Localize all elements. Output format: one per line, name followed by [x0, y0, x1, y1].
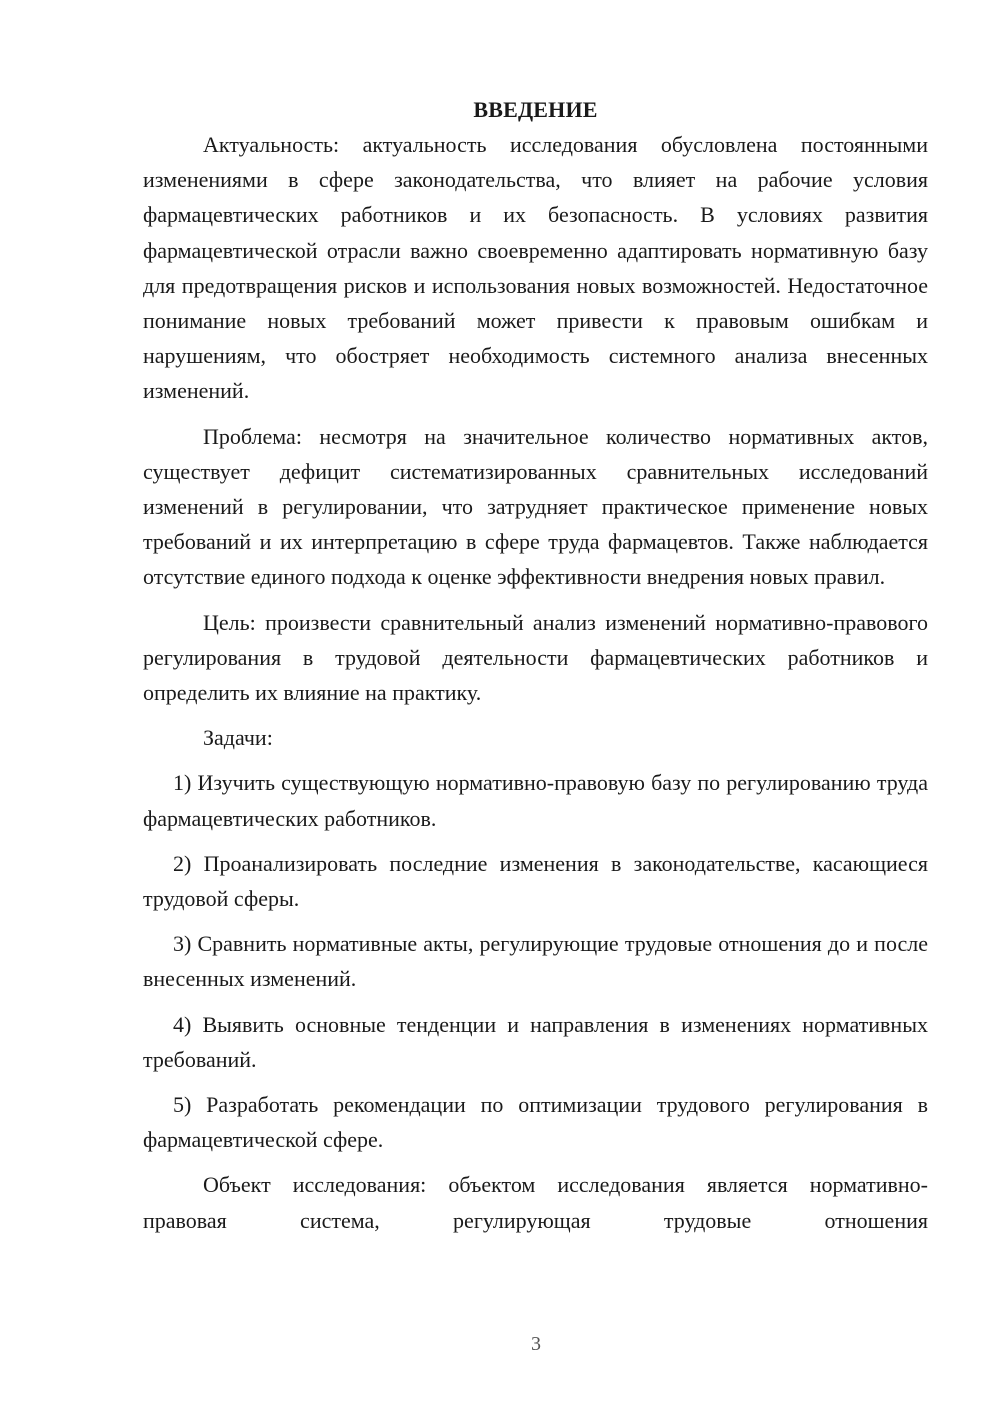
- paragraph-problem: Проблема: несмотря на значительное количество нормативных актов, существует дефицит систематизированных сравнительных исследований изменений в регулировании, что затрудняет практическое применение новых требований и их интерпретацию в сфере труда фармацевтов. Также наблюдается отсутствие единого подхода к оценке эффективности внедрения новых правил.: [143, 423, 928, 590]
- paragraph-object: Объект исследования: объектом исследования является нормативно-правовая система, регулирующая трудовые отношения: [143, 1172, 928, 1233]
- task-item-5: 5) Разработать рекомендации по оптимизации трудового регулирования в фармацевтической сфере.: [143, 1092, 928, 1153]
- task-item-1: 1) Изучить существующую нормативно-правовую базу по регулированию труда фармацевтических работников.: [143, 770, 928, 831]
- task-item-2: 2) Проанализировать последние изменения в законодательстве, касающиеся трудовой сферы.: [143, 850, 928, 912]
- page-content: [143, 92, 928, 1248]
- task-item-3: 3) Сравнить нормативные акты, регулирующие трудовые отношения до и после внесенных изменений.: [143, 931, 928, 992]
- paragraph-relevance: Актуальность: актуальность исследования обусловлена постоянными изменениями в сфере законодательства, что влияет на рабочие условия фармацевтических работников и их безопасность. В условиях развития фармацевтической отрасли важно своевременно адаптировать нормативную базу для предотвращения рисков и использования новых возможностей. Недостаточное понимание новых требований может привести к правовым ошибкам и нарушениям, что обостряет необходимость системного анализа внесенных изменений.: [143, 132, 928, 404]
- paragraph-goal: Цель: произвести сравнительный анализ изменений нормативно-правового регулирования в трудовой деятельности фармацевтических работников и определить их влияние на практику.: [143, 609, 928, 706]
- section-title: ВВЕДЕНИЕ: [473, 97, 598, 122]
- page-number: 3: [531, 1333, 541, 1355]
- tasks-label: Задачи:: [203, 725, 273, 751]
- task-item-4: 4) Выявить основные тенденции и направления в изменениях нормативных требований.: [143, 1011, 928, 1072]
